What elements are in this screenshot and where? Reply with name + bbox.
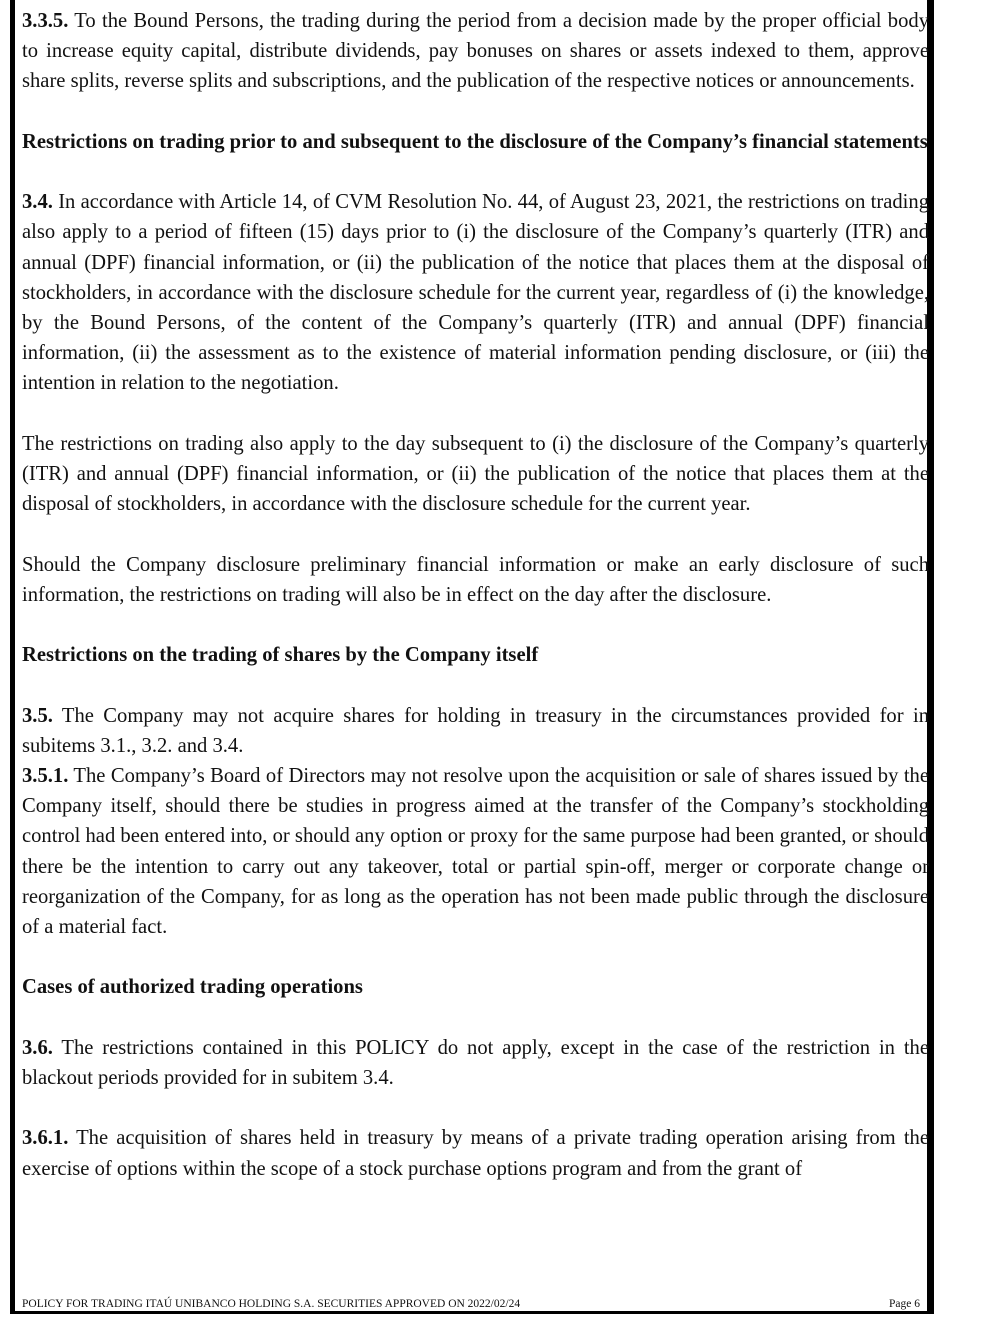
- paragraph-3-3-5: [22, 6, 929, 97]
- section-heading-company-trading: Restrictions on the trading of shares by the Company itself: [22, 644, 539, 667]
- paragraph-preliminary-disclosure: [22, 550, 929, 610]
- clause-number: 3.5.1.: [22, 764, 69, 787]
- document-body: [22, 6, 929, 1184]
- paragraph-3-4: [22, 187, 929, 398]
- page-footer: [22, 1297, 920, 1311]
- paragraph-subsequent-day: [22, 429, 929, 520]
- paragraph-3-6: [22, 1033, 929, 1093]
- clause-number: 3.6.: [22, 1036, 53, 1059]
- paragraph-text: The restrictions on trading also apply to the day subsequent to (i) the disclosure of the Company’s quarterly (ITR) and annual (DPF) financial information, or (ii) the publication of the notice that places them at the disposal of stockholders, in accordance with the disclosure schedule for the current year.: [22, 432, 929, 516]
- clause-text: To the Bound Persons, the trading during the period from a decision made by the proper official body to increase equity capital, distribute dividends, pay bonuses on shares or assets indexed to them, approve share splits, reverse splits and subscriptions, and the publication of the respective notices or announcements.: [22, 10, 929, 93]
- clause-text: The Company may not acquire shares for holding in treasury in the circumstances provided for in subitems 3.1., 3.2. and 3.4.: [22, 704, 929, 757]
- paragraph-3-6-1: [22, 1123, 929, 1183]
- clause-number: 3.6.1.: [22, 1127, 69, 1150]
- clause-number: 3.3.5.: [22, 10, 69, 32]
- paragraph-text: Should the Company disclosure preliminary financial information or make an early disclosure of such information, the restrictions on trading will also be in effect on the day after the disclosure.: [22, 553, 929, 606]
- clause-text: In accordance with Article 14, of CVM Resolution No. 44, of August 23, 2021, the restrictions on trading also apply to a period of fifteen (15) days prior to (i) the disclosure of the Company’s quarterly (ITR) and annual (DPF) financial information, or (ii) the publication of the notice that places them at the disposal of stockholders, in accordance with the disclosure schedule for the current year, regardless of (i) the knowledge, by the Bound Persons, of the content of the Company’s quarterly (ITR) and annual (DPF) financial information, (ii) the assessment as to the existence of material information pending disclosure, or (iii) the intention in relation to the negotiation.: [22, 191, 929, 395]
- clause-text: The restrictions contained in this POLICY do not apply, except in the case of the restriction in the blackout periods provided for in subitem 3.4.: [22, 1036, 929, 1089]
- clause-text: The Company’s Board of Directors may not resolve upon the acquisition or sale of shares issued by the Company itself, should there be studies in progress aimed at the transfer of the Company’s stockholding control had been entered into, or should any option or proxy for the same purpose had been granted, or should there be the intention to carry out any takeover, total or partial spin-off, merger or corporate change or reorganization of the Company, for as long as the operation has not been made public through the disclosure of a material fact.: [22, 764, 929, 938]
- footer-title: POLICY FOR TRADING ITAÚ UNIBANCO HOLDING S.A. SECURITIES APPROVED ON 2022/02/24: [22, 1298, 521, 1310]
- clause-number: 3.5.: [22, 704, 53, 727]
- clause-text: The acquisition of shares held in treasury by means of a private trading operation arising from the exercise of options within the scope of a stock purchase options program and from the grant of: [22, 1127, 929, 1180]
- page-number: Page 6: [889, 1298, 920, 1310]
- paragraph-3-5-1: [22, 761, 929, 942]
- section-heading-authorized-operations: Cases of authorized trading operations: [22, 976, 363, 999]
- clause-number: 3.4.: [22, 191, 53, 214]
- paragraph-3-5: [22, 701, 929, 761]
- section-heading-financial-statements: Restrictions on trading prior to and subsequent to the disclosure of the Company’s financial statements: [22, 130, 928, 153]
